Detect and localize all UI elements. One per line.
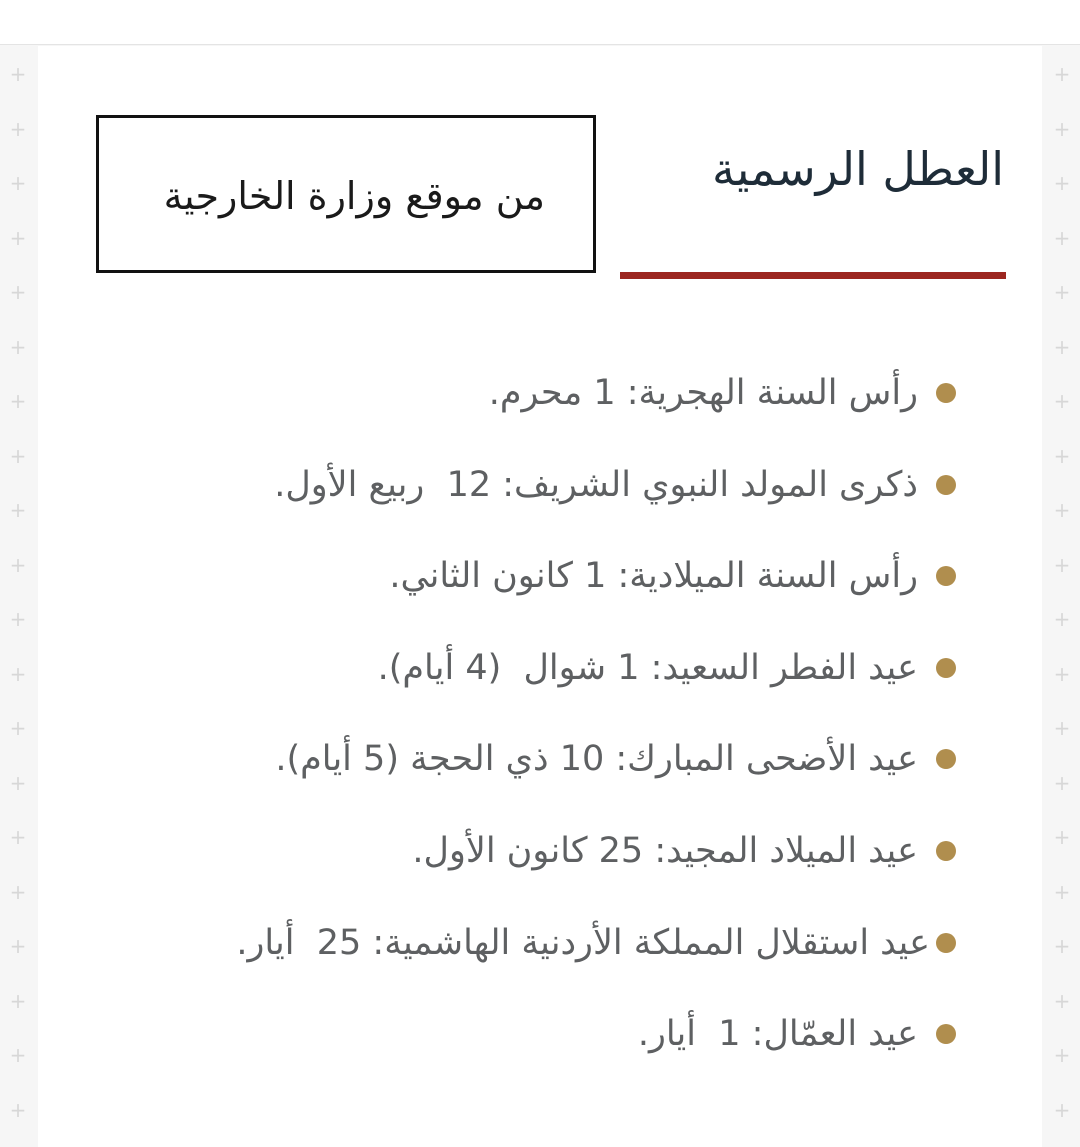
content-card [38,46,1042,1147]
holiday-text: رأس السنة الميلادية: 1 كانون الثاني. [389,556,918,596]
plus-pattern-icon: + [1053,334,1071,359]
plus-pattern-icon: + [1053,1043,1071,1067]
bullet-icon [936,475,956,495]
plus-pattern-icon: + [1053,280,1071,304]
bullet-icon [936,1024,956,1044]
plus-pattern-icon: + [9,661,27,686]
bullet-icon [936,383,956,403]
bullet-icon [936,566,956,586]
plus-pattern-icon: + [9,552,27,577]
plus-pattern-icon: + [9,498,27,522]
holiday-text: ذكرى المولد النبوي الشريف: 12 ربيع الأول. [274,465,918,505]
plus-pattern-icon: + [1053,389,1071,413]
plus-pattern-icon: + [1053,879,1071,904]
plus-pattern-icon: + [1053,934,1071,958]
plus-pattern-icon: + [9,825,27,849]
holiday-text: عيد العمّال: 1 أيار. [637,1014,918,1054]
bullet-icon [936,933,956,953]
plus-pattern-icon: + [1053,661,1071,686]
left-margin-pattern [0,48,36,1147]
plus-pattern-icon: + [1053,770,1071,795]
plus-pattern-icon: + [9,879,27,904]
plus-pattern-icon: + [1053,62,1071,86]
plus-pattern-icon: + [1053,498,1071,522]
plus-pattern-icon: + [1053,171,1071,195]
plus-pattern-icon: + [9,389,27,413]
plus-pattern-icon: + [9,280,27,304]
plus-pattern-icon: + [9,1097,27,1122]
source-note-text: من موقع وزارة الخارجية [163,174,545,218]
plus-pattern-icon: + [1053,552,1071,577]
plus-pattern-icon: + [9,1043,27,1067]
page-title: العطل الرسمية [711,142,1004,196]
bullet-icon [936,749,956,769]
plus-pattern-icon: + [1053,116,1071,141]
right-margin-pattern [1044,48,1080,1147]
plus-pattern-icon: + [9,171,27,195]
plus-pattern-icon: + [1053,607,1071,631]
plus-pattern-icon: + [9,988,27,1013]
plus-pattern-icon: + [9,225,27,250]
plus-pattern-icon: + [9,334,27,359]
plus-pattern-icon: + [9,443,27,468]
holiday-text: عيد الأضحى المبارك: 10 ذي الحجة (5 أيام). [275,739,918,779]
plus-pattern-icon: + [1053,443,1071,468]
holiday-text: عيد استقلال المملكة الأردنية الهاشمية: 25 أيار. [236,923,930,963]
plus-pattern-icon: + [1053,1097,1071,1122]
holiday-text: عيد الفطر السعيد: 1 شوال (4 أيام). [377,648,918,688]
holiday-list [38,46,1042,1147]
top-bar [0,0,1080,45]
bullet-icon [936,841,956,861]
plus-pattern-icon: + [1053,716,1071,740]
plus-pattern-icon: + [9,934,27,958]
plus-pattern-icon: + [9,116,27,141]
plus-pattern-icon: + [9,716,27,740]
plus-pattern-icon: + [1053,225,1071,250]
holiday-text: عيد الميلاد المجيد: 25 كانون الأول. [412,831,918,871]
plus-pattern-icon: + [1053,825,1071,849]
plus-pattern-icon: + [1053,988,1071,1013]
plus-pattern-icon: + [9,62,27,86]
bullet-icon [936,658,956,678]
plus-pattern-icon: + [9,607,27,631]
holiday-text: رأس السنة الهجرية: 1 محرم. [488,373,918,413]
plus-pattern-icon: + [9,770,27,795]
